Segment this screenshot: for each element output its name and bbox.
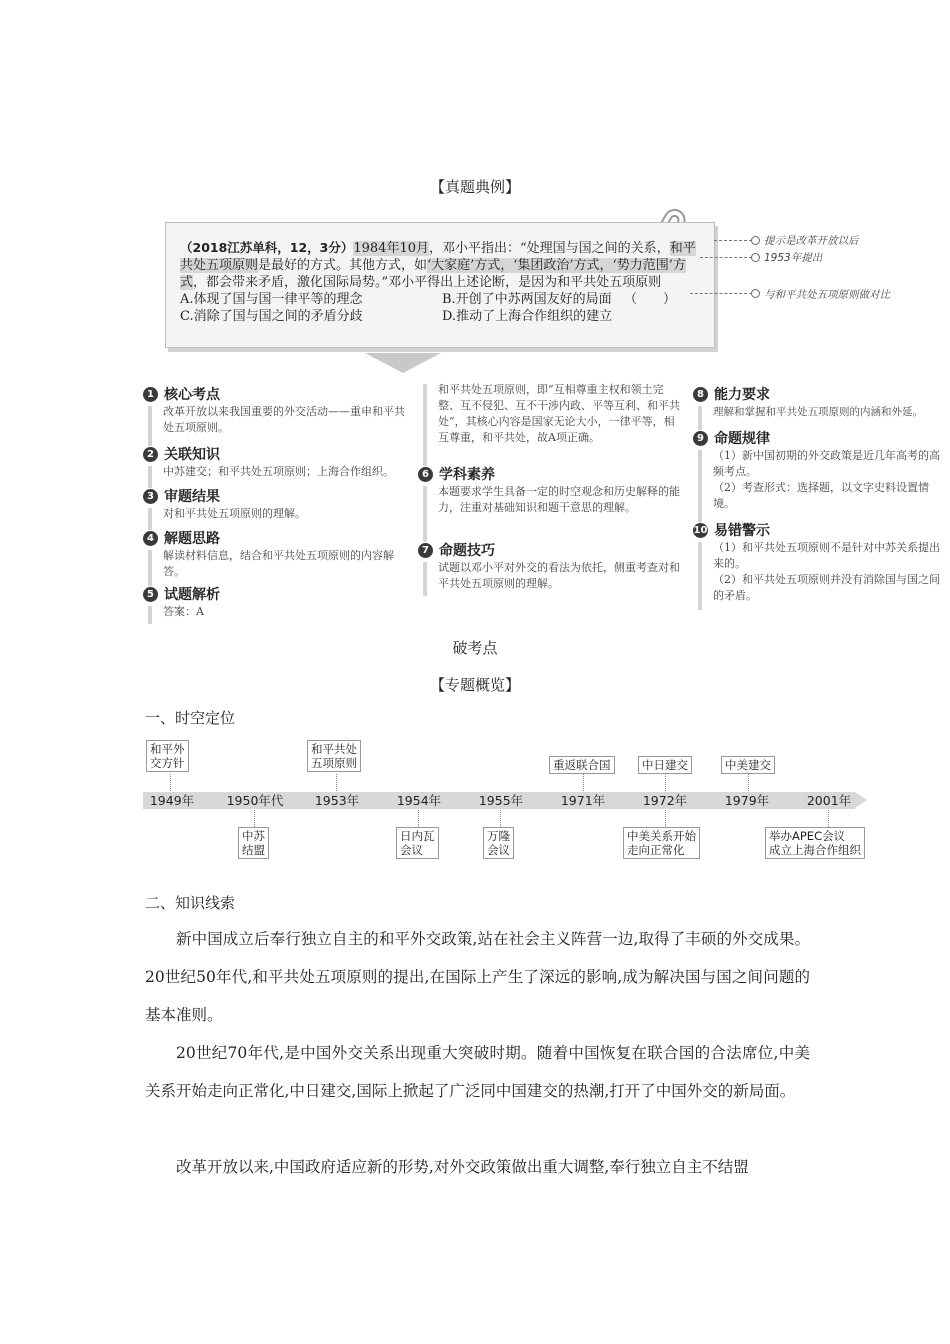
- note-dot-2: [751, 253, 760, 262]
- section-body: 改革开放以来我国重要的外交活动——重申和平共处五项原则。: [143, 404, 405, 444]
- event-apec-sco: 举办APEC会议 成立上海合作组织: [765, 827, 865, 859]
- section-ability-requirement: [693, 384, 943, 404]
- event-return-un: 重返联合国: [549, 756, 615, 774]
- number-badge: 3: [143, 489, 158, 504]
- section-body: 理解和掌握和平共处五项原则的内涵和外延。: [693, 404, 943, 428]
- number-badge: 2: [143, 447, 158, 462]
- event-sino-soviet-alliance: 中苏 结盟: [238, 827, 269, 859]
- number-badge: 10: [693, 524, 708, 536]
- stem-text-c: ，都会带来矛盾，激化国际局势。”邓小平得出上述论断，是因为和平共处五项原则: [193, 275, 662, 290]
- number-badge: 8: [693, 387, 708, 402]
- note-1953: 1953年提出: [764, 252, 823, 264]
- note-dot-1: [751, 236, 760, 245]
- timeline-year: 2001年: [806, 793, 852, 808]
- analysis-column-1: [143, 384, 405, 622]
- note-line-2: [700, 257, 752, 258]
- event-peace-diplomacy: 和平外 交方针: [146, 740, 189, 772]
- timeline-year: 1979年: [724, 793, 770, 808]
- timeline-year: 1955年: [478, 793, 524, 808]
- section-body: [693, 448, 943, 520]
- section-title-exam-example: 【真题典例】: [429, 178, 520, 196]
- mistake-point-1: （1）和平共处五项原则不是针对中苏关系提出来的。: [713, 541, 940, 570]
- section-body: 中苏建交；和平共处五项原则；上海合作组织。: [143, 464, 405, 486]
- event-five-principles: 和平共处 五项原则: [307, 740, 361, 772]
- section-title-overview: 【专题概览】: [429, 676, 520, 694]
- section-body: 本题要求学生具备一定的时空观念和历史解释的能力，注重对基础知识和题干意思的理解。: [418, 484, 680, 540]
- section-title: 易错警示: [714, 523, 770, 539]
- pattern-point-1: （1）新中国初期的外交政策是近几年高考的高频考点。: [713, 449, 940, 478]
- section-title: 命题规律: [714, 431, 770, 447]
- section-question-skill: [418, 540, 680, 560]
- timeline-year: 1954年: [396, 793, 442, 808]
- section-related-knowledge: [143, 444, 405, 464]
- option-a: A.体现了国与国一律平等的理念: [180, 292, 363, 307]
- section-review-result: [143, 486, 405, 506]
- paragraph-1: 新中国成立后奉行独立自主的和平外交政策,站在社会主义阵营一边,取得了丰硕的外交成果。20世纪50年代,和平共处五项原则的提出,在国际上产生了深远的影响,成为解决国与国之间问题的基本准则。: [145, 930, 810, 1024]
- section-body: 解读材料信息，结合和平共处五项原则的内容解答。: [143, 548, 405, 584]
- pattern-point-2: （2）考查形式：选择题，以文字史料设置情境。: [713, 481, 929, 510]
- section-common-mistakes: [693, 520, 943, 540]
- paragraph-2: 20世纪70年代,是中国外交关系出现重大突破时期。随着中国恢复在联合国的合法席位,中美关系开始走向正常化,中日建交,国际上掀起了广泛同中国建交的热潮,打开了中国外交的新局面。: [145, 1044, 810, 1100]
- number-badge: 1: [143, 387, 158, 402]
- section-title: 关联知识: [164, 447, 220, 463]
- event-connector: [500, 810, 501, 827]
- event-connector: [748, 774, 749, 791]
- section-core-topic: [143, 384, 405, 404]
- option-b: B.开创了中苏两国友好的局面: [442, 292, 612, 307]
- section-body: [693, 540, 943, 608]
- number-badge: 6: [418, 467, 433, 482]
- heading-knowledge-clue: 二、知识线索: [145, 894, 236, 912]
- stem-text-b: 是最好的方式。其他方式，如: [258, 258, 428, 273]
- note-line-3: [690, 293, 752, 294]
- exam-source: （2018江苏单科，12，3分）: [180, 240, 354, 255]
- timeline-year: 1950年代: [226, 793, 284, 808]
- down-pointer-icon: [365, 353, 441, 373]
- event-connector: [583, 774, 584, 791]
- event-us-normalization: 中美关系开始 走向正常化: [623, 827, 700, 859]
- number-badge: 9: [693, 431, 708, 446]
- note-line-1: [714, 240, 752, 241]
- timeline-year: 1949年: [149, 793, 195, 808]
- event-connector: [828, 810, 829, 827]
- section-title: 命题技巧: [439, 543, 495, 559]
- number-badge: 4: [143, 531, 158, 546]
- mistake-point-2: （2）和平共处五项原则并没有消除国与国之间的矛盾。: [713, 573, 940, 602]
- section-title: 学科素养: [439, 467, 495, 483]
- note-reform: 提示是改革开放以后: [764, 235, 859, 247]
- heading-timeline: 一、时空定位: [145, 709, 236, 727]
- option-d: D.推动了上海合作组织的建立: [442, 309, 613, 324]
- highlight-ways: ‘大家庭’方式，‘集团政治’方式，‘势力范围’方式: [180, 258, 686, 290]
- section-title: 解题思路: [164, 531, 220, 547]
- answer-blank: （ ）: [623, 292, 676, 307]
- analysis-column-2: [418, 382, 680, 594]
- timeline-year: 1971年: [560, 793, 606, 808]
- section-solution-approach: [143, 528, 405, 548]
- highlight-principle: 和平共处五项原则: [180, 241, 696, 273]
- event-china-us: 中美建交: [721, 756, 775, 774]
- option-c: C.消除了国与国之间的矛盾分歧: [180, 309, 363, 324]
- event-connector: [665, 774, 666, 791]
- event-connector: [665, 810, 666, 827]
- event-bandung: 万隆 会议: [483, 827, 514, 859]
- section-body: 对和平共处五项原则的理解。: [143, 506, 405, 528]
- number-badge: 7: [418, 543, 433, 558]
- section-body: 答案：A: [143, 604, 405, 622]
- event-connector: [418, 810, 419, 827]
- section-title: 审题结果: [164, 489, 220, 505]
- event-connector: [254, 810, 255, 827]
- stem-text-a: ，邓小平指出：“处理国与国之间的关系，: [429, 241, 670, 256]
- timeline-year: 1972年: [642, 793, 688, 808]
- timeline-year: 1953年: [314, 793, 360, 808]
- section-question-analysis: [143, 584, 405, 604]
- analysis-column-3: [693, 384, 943, 608]
- section-subject-literacy: [418, 464, 680, 484]
- paragraph-3: 改革开放以来,中国政府适应新的形势,对外交政策做出重大调整,奉行独立自主不结盟: [176, 1158, 749, 1176]
- section-title: 核心考点: [164, 387, 220, 403]
- exam-question-box: [165, 222, 715, 348]
- note-dot-3: [751, 289, 760, 298]
- highlight-date: 1984年10月: [353, 241, 430, 256]
- event-connector: [336, 774, 337, 791]
- section-title: 试题解析: [164, 587, 220, 603]
- event-connector: [170, 774, 171, 791]
- options-grid: [180, 291, 624, 325]
- event-china-japan: 中日建交: [638, 756, 692, 774]
- analysis-continued: 和平共处五项原则，即“互相尊重主权和领土完整、互不侵犯、互不干涉内政、平等互利、和平共处”，其核心内容是国家无论大小，一律平等，相互尊重，和平共处，故A项正确。: [418, 382, 680, 464]
- note-compare: 与和平共处五项原则做对比: [764, 289, 890, 301]
- section-title: 能力要求: [714, 387, 770, 403]
- event-geneva: 日内瓦 会议: [396, 827, 439, 859]
- break-title: 破考点: [452, 639, 498, 657]
- number-badge: 5: [143, 587, 158, 602]
- section-question-pattern: [693, 428, 943, 448]
- section-body: 试题以邓小平对外交的看法为依托，侧重考查对和平共处五项原则的理解。: [418, 560, 680, 594]
